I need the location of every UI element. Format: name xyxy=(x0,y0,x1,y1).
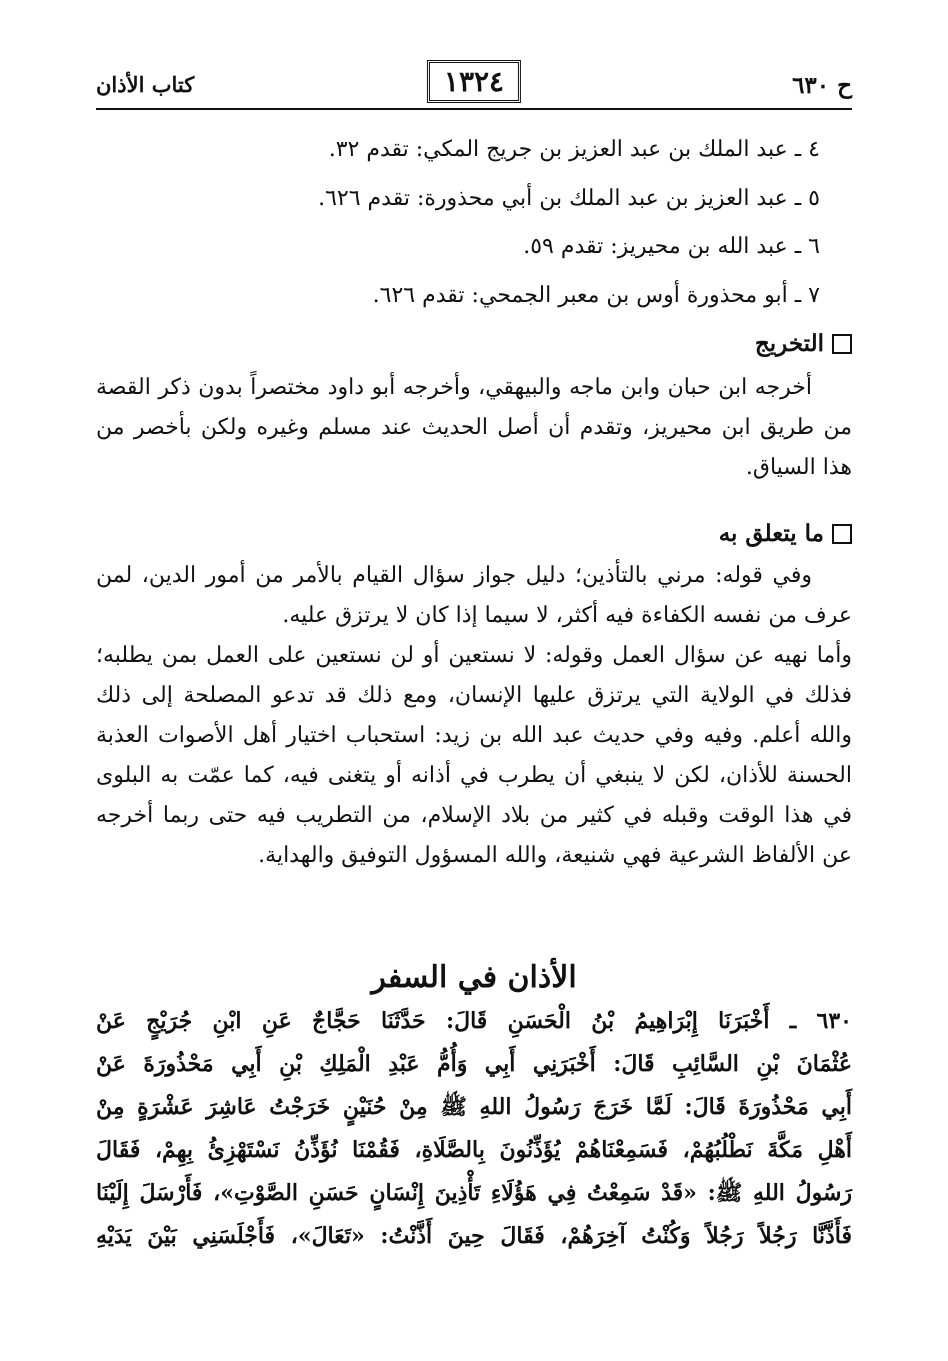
takhrij-paragraph: أخرجه ابن حبان وابن ماجه والبيهقي، وأخرجه أبو داود مختصراً بدون ذكر القصة من طريق ابن محيريز، وتقدم أن أصل الحديث عند مسلم وغيره ولكن بأخصر من هذا السياق. xyxy=(96,375,852,480)
hadith-line: أَبِي مَحْذُورَةَ قَالَ: لَمَّا خَرَجَ رَسُولُ اللهِ ﷺ مِنْ حُنَيْنٍ خَرَجْتُ عَاشِرَ عَشْرَةٍ مِنْ xyxy=(96,1094,852,1120)
narrator-item: ٤ ـ عبد الملك بن عبد العزيز بن جريج المكي: تقدم ٣٢. xyxy=(328,137,820,162)
hadith-line: أَهْلِ مَكَّةَ نَطْلُبُهُمْ، فَسَمِعْنَاهُمْ يُؤَذِّنُونَ بِالصَّلَاةِ، فَقُمْنَا نُؤَذِّنُ نَسْتَهْزِئُ بِهِمْ، فَقَالَ xyxy=(96,1137,852,1163)
takhrij-heading xyxy=(755,330,852,357)
square-bullet-icon xyxy=(832,524,852,544)
hadith-line: ٦٣٠ ـ أَخْبَرَنَا إِبْرَاهِيمُ بْنُ الْحَسَنِ قَالَ: حَدَّثَنَا حَجَّاجٌ عَنِ ابْنِ جُرَيْجٍ عَنْ xyxy=(96,1008,852,1034)
book-title: كتاب الأذان xyxy=(96,72,195,97)
hadith-line: رَسُولُ اللهِ ﷺ: «قَدْ سَمِعْتُ فِي هَؤُلَاءِ تَأْذِينَ إِنْسَانٍ حَسَنِ الصَّوْتِ»، فَأَرْسَلَ إِلَيْنَا xyxy=(96,1180,852,1206)
narrator-item: ٦ ـ عبد الله بن محيريز: تقدم ٥٩. xyxy=(523,234,820,259)
hadith-line: عُثْمَانَ بْنِ السَّائِبِ قَالَ: أَخْبَرَنِي أَبِي وَأُمُّ عَبْدِ الْمَلِكِ بْنِ أَبِي مَحْذُورَةَ عَنْ xyxy=(96,1051,852,1077)
page-number: ١٣٢٤ xyxy=(427,60,521,103)
hadith-number-range: ح ٦٣٠ xyxy=(792,72,852,99)
narrator-item: ٥ ـ عبد العزيز بن عبد الملك بن أبي محذورة: تقدم ٦٢٦. xyxy=(318,185,820,211)
section-title: الأذان في السفر xyxy=(371,960,577,995)
narrator-item: ٧ ـ أبو محذورة أوس بن معبر الجمحي: تقدم ٦٢٦. xyxy=(372,282,820,308)
related-paragraph: وفي قوله: مرني بالتأذين؛ دليل جواز سؤال القيام بالأمر من أمور الدين، لمن عرف من نفسه الكفاءة فيه أكثر، لا سيما إذا كان لا يرتزق عليه. xyxy=(96,563,852,628)
related-heading xyxy=(719,520,852,547)
related-heading-label: ما يتعلق به xyxy=(718,520,824,547)
narrators-list xyxy=(96,126,820,320)
square-bullet-icon xyxy=(832,334,852,354)
page-header xyxy=(96,58,852,110)
related-text xyxy=(96,556,852,876)
related-paragraph: وأما نهيه عن سؤال العمل وقوله: لا نستعين أو لن نستعين على العمل بمن يطلبه؛ فذلك في الولاية التي يرتزق عليها الإنسان، ومع ذلك قد تدعو المصلحة إلى ذلك والله أعلم. وفيه وفي حديث عبد الله بن زيد: استحباب اختيار أهل الأصوات العذبة الحسنة للأذان، لكن لا ينبغي أن يطرب في أذانه أو يتغنى فيه، كما عمّت به البلوى في هذا الوقت وقبله في كثير من بلاد الإسلام، من التطريب فيه حتى ربما أخرجه عن الألفاظ الشرعية فهي شنيعة، والله المسؤول التوفيق والهداية. xyxy=(96,643,852,868)
takhrij-text xyxy=(96,368,852,488)
hadith-line: فَأَذَّنَّا رَجُلاً رَجُلاً وَكُنْتُ آخِرَهُمْ، فَقَالَ حِينَ أَذَّنْتُ: «تَعَالَ»، فَأَجْلَسَنِي بَيْنَ يَدَيْهِ xyxy=(96,1223,852,1249)
takhrij-heading-label: التخريج xyxy=(754,330,824,357)
hadith-text xyxy=(96,1000,852,1258)
